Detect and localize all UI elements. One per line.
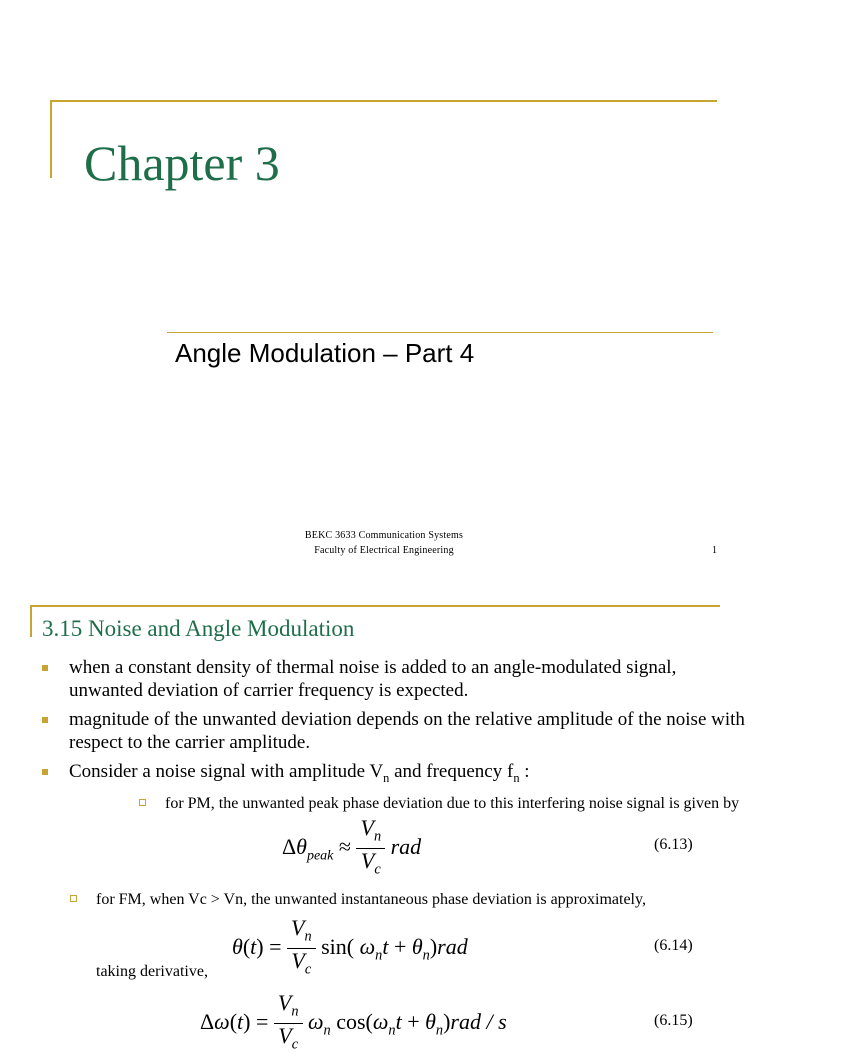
equation-number-6-15: (6.15) [654,1012,693,1029]
equation-number-6-13: (6.13) [654,836,693,853]
equation-6-14: θ(t) = $\frac{V_n}{V_c}$ sin( $\omega_nt + \theta_n)rad$ [232,915,468,978]
title-slide [0,0,768,576]
equation-6-15: Δω(t) = $\frac{V_n}{V_c}$ $\omega_n$ $\cos(\omega_nt + \theta_n)rad / s$ [200,990,507,1053]
chapter-title: Chapter 3 [84,135,280,191]
equation-6-13: $\Delta\theta_{peak}$ ≈ $\frac{V_n}{V_c}$ rad [282,815,422,878]
chapter-subtitle: Angle Modulation – Part 4 [175,338,475,368]
bullet-list [0,656,768,819]
title-frame-left-rule [50,100,52,178]
section-heading: 3.15 Noise and Angle Modulation [42,616,355,641]
sub-bullet-pm: for PM, the unwanted peak phase deviation due to this interfering noise signal is given by [69,794,754,813]
content-slide [0,576,768,1053]
bullet-thermal-noise: when a constant density of thermal noise is added to an angle-modulated signal, unwanted deviation of carrier frequency is expected. [0,656,768,702]
taking-derivative-text: taking derivative, [96,963,208,980]
bullet-noise-signal: Consider a noise signal with amplitude $V_n$ and frequency $f_n$ : for PM, the unwanted peak phase deviation due to this interfering noise signal is given by [0,760,768,813]
equation-number-6-14: (6.14) [654,937,693,954]
heading-top-rule [30,605,720,607]
bullet-deviation-magnitude: magnitude of the unwanted deviation depends on the relative amplitude of the noise with respect to the carrier amplitude. [0,708,768,754]
sub-bullet-fm: for FM, when Vc > Vn, the unwanted instantaneous phase deviation is approximately, [0,890,864,909]
heading-left-rule [30,605,32,637]
page-number: 1 [712,545,717,556]
title-frame-top-rule [50,100,717,102]
footer-faculty: Faculty of Electrical Engineering [314,545,454,556]
footer-course: BEKC 3633 Communication Systems [304,530,464,541]
subtitle-rule [167,332,713,333]
